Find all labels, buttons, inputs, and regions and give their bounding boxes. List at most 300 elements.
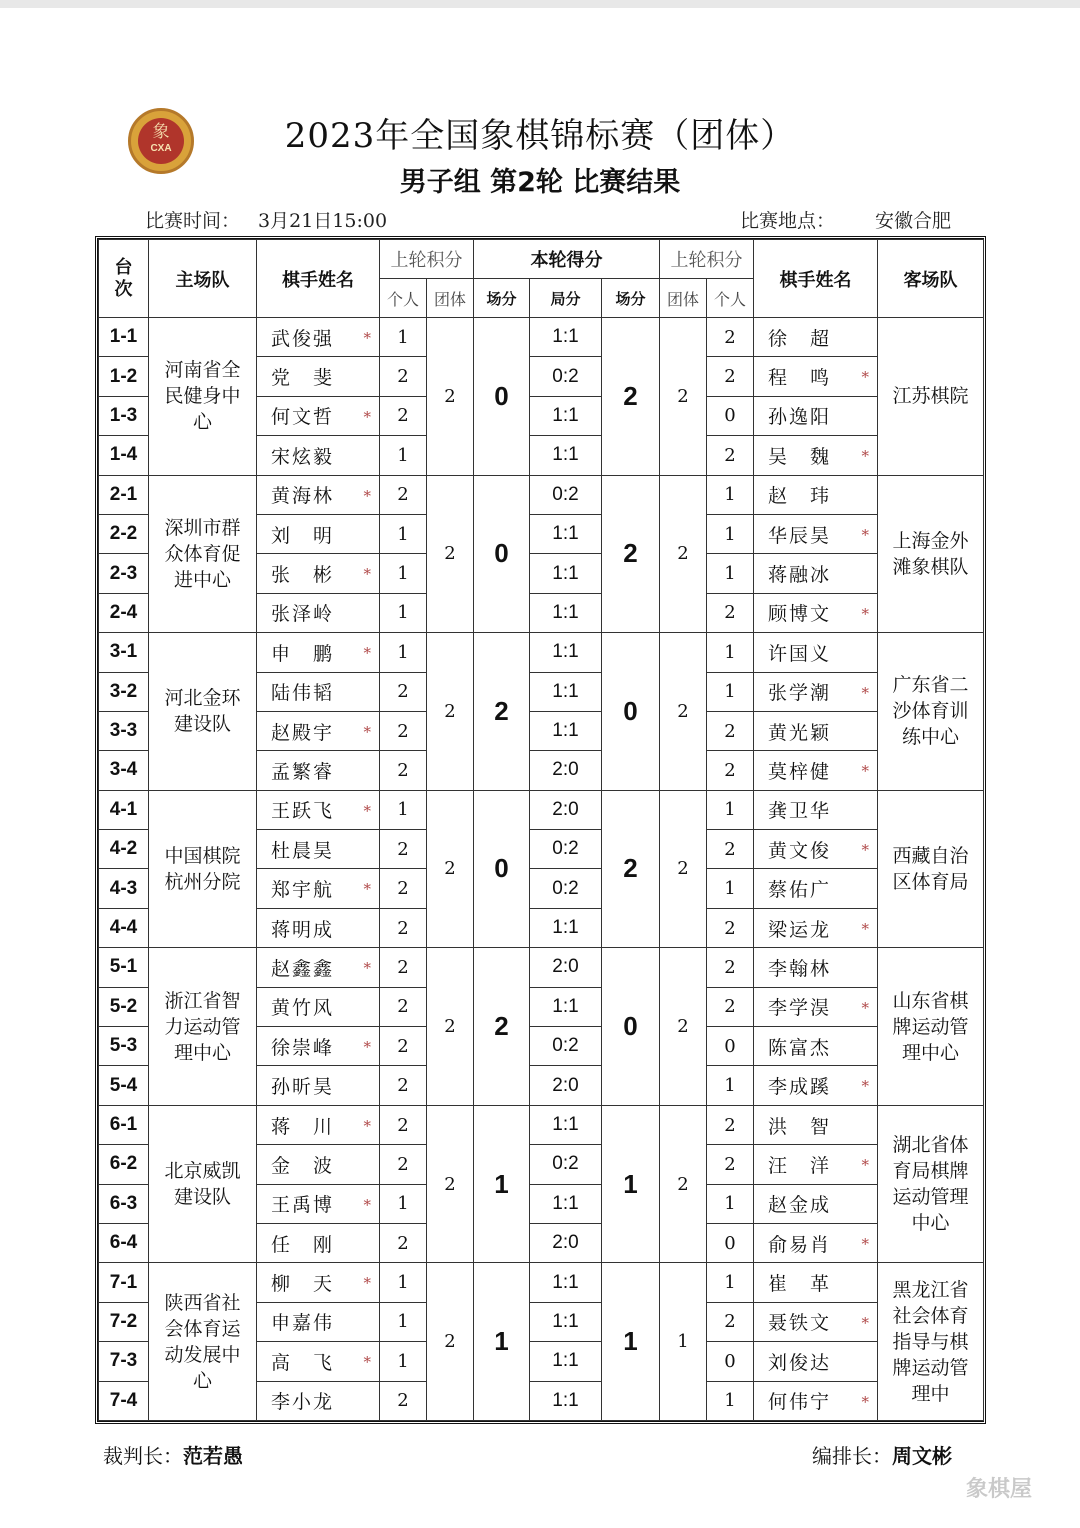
board-number: 5-3 xyxy=(99,1027,149,1066)
away-player xyxy=(754,593,878,632)
away-player xyxy=(754,948,878,987)
board-number: 2-2 xyxy=(99,514,149,553)
board-number: 4-3 xyxy=(99,869,149,908)
home-player xyxy=(257,869,380,908)
game-score: 1:1 xyxy=(530,1105,602,1144)
player-name: 张泽岭 xyxy=(271,603,335,626)
referee xyxy=(103,1440,243,1469)
home-player xyxy=(257,1145,380,1184)
board-number: 6-2 xyxy=(99,1145,149,1184)
away-individual-prev: 1 xyxy=(707,475,754,514)
board-number: 4-1 xyxy=(99,790,149,829)
first-move-star-icon: * xyxy=(861,683,870,702)
board-number: 3-1 xyxy=(99,633,149,672)
home-player xyxy=(257,672,380,711)
away-individual-prev: 2 xyxy=(707,593,754,632)
table-row xyxy=(99,318,984,357)
board-number: 7-4 xyxy=(99,1381,149,1420)
match-time xyxy=(145,206,387,233)
home-match-points: 2 xyxy=(474,633,530,791)
col-home-prev: 上轮积分 xyxy=(380,240,474,279)
first-move-star-icon: * xyxy=(363,1274,371,1293)
home-individual-prev: 2 xyxy=(380,869,427,908)
home-player xyxy=(257,1381,380,1420)
first-move-star-icon: * xyxy=(363,1038,371,1057)
first-move-star-icon: * xyxy=(363,565,371,584)
away-team-prev: 2 xyxy=(660,633,707,791)
away-individual-prev: 2 xyxy=(707,948,754,987)
game-score: 0:2 xyxy=(530,475,602,514)
home-team-prev: 2 xyxy=(427,1263,474,1421)
home-individual-prev: 1 xyxy=(380,514,427,553)
home-individual-prev: 1 xyxy=(380,1342,427,1381)
away-individual-prev: 0 xyxy=(707,1223,754,1262)
home-individual-prev: 2 xyxy=(380,1066,427,1105)
game-score: 1:1 xyxy=(530,436,602,475)
col-home-match: 场分 xyxy=(474,279,530,318)
scheduler xyxy=(812,1440,952,1469)
scheduler-label: 编排长： xyxy=(812,1444,892,1468)
game-score: 1:1 xyxy=(530,396,602,435)
table-row xyxy=(99,948,984,987)
logo-abbr: CXA xyxy=(150,143,172,154)
away-match-points: 0 xyxy=(602,948,660,1106)
first-move-star-icon: * xyxy=(363,801,371,820)
home-match-points: 1 xyxy=(474,1263,530,1421)
game-score: 1:1 xyxy=(530,514,602,553)
player-name: 洪 智 xyxy=(768,1115,832,1138)
home-individual-prev: 2 xyxy=(380,396,427,435)
results-table-frame xyxy=(95,236,986,1424)
game-score: 1:1 xyxy=(530,908,602,947)
away-player xyxy=(754,987,878,1026)
game-score: 1:1 xyxy=(530,1342,602,1381)
board-number: 5-4 xyxy=(99,1066,149,1105)
home-player xyxy=(257,711,380,750)
away-player xyxy=(754,514,878,553)
away-individual-prev: 1 xyxy=(707,869,754,908)
player-name: 张 彬 xyxy=(271,564,335,587)
game-score: 0:2 xyxy=(530,357,602,396)
first-move-star-icon: * xyxy=(363,1195,371,1214)
away-individual-prev: 1 xyxy=(707,1263,754,1302)
home-team: 深圳市群众体育促进中心 xyxy=(149,475,257,633)
away-team-prev: 2 xyxy=(660,318,707,476)
player-name: 党 斐 xyxy=(271,367,335,390)
away-player xyxy=(754,790,878,829)
home-player xyxy=(257,1342,380,1381)
player-name: 赵金成 xyxy=(768,1194,832,1217)
away-player xyxy=(754,396,878,435)
first-move-star-icon: * xyxy=(861,368,870,387)
away-individual-prev: 1 xyxy=(707,633,754,672)
game-score: 2:0 xyxy=(530,1223,602,1262)
game-score: 1:1 xyxy=(530,1381,602,1420)
player-name: 孟繁睿 xyxy=(271,760,335,783)
player-name: 顾博文 xyxy=(768,603,832,626)
away-individual-prev: 0 xyxy=(707,396,754,435)
home-player xyxy=(257,318,380,357)
player-name: 何伟宁 xyxy=(768,1391,832,1414)
home-individual-prev: 1 xyxy=(380,633,427,672)
player-name: 赵殿宇 xyxy=(271,721,335,744)
first-move-star-icon: * xyxy=(861,762,870,781)
place-label: 比赛地点： xyxy=(740,210,836,232)
col-away-prev: 上轮积分 xyxy=(660,240,754,279)
home-individual-prev: 2 xyxy=(380,830,427,869)
away-team-prev: 1 xyxy=(660,1263,707,1421)
first-move-star-icon: * xyxy=(861,919,870,938)
first-move-star-icon: * xyxy=(861,1156,870,1175)
away-individual-prev: 0 xyxy=(707,1027,754,1066)
away-player xyxy=(754,1184,878,1223)
player-name: 华辰昊 xyxy=(768,524,832,547)
player-name: 赵鑫鑫 xyxy=(271,957,335,980)
player-name: 蒋 川 xyxy=(271,1115,335,1138)
home-individual-prev: 1 xyxy=(380,790,427,829)
board-number: 7-2 xyxy=(99,1302,149,1341)
home-player xyxy=(257,475,380,514)
col-away-player: 棋手姓名 xyxy=(754,240,878,318)
time-value: 3月21日15:00 xyxy=(258,210,388,232)
home-individual-prev: 2 xyxy=(380,987,427,1026)
player-name: 张学潮 xyxy=(768,682,832,705)
player-name: 黄竹风 xyxy=(271,997,335,1020)
col-away: 客场队 xyxy=(878,240,984,318)
table-row xyxy=(99,1263,984,1302)
away-individual-prev: 2 xyxy=(707,436,754,475)
away-player xyxy=(754,1302,878,1341)
away-team-prev: 2 xyxy=(660,790,707,948)
away-match-points: 2 xyxy=(602,790,660,948)
home-team: 河南省全民健身中心 xyxy=(149,318,257,476)
away-team: 江苏棋院 xyxy=(878,318,984,476)
game-score: 1:1 xyxy=(530,1263,602,1302)
home-player xyxy=(257,1263,380,1302)
player-name: 何文哲 xyxy=(271,406,335,429)
home-match-points: 0 xyxy=(474,790,530,948)
col-away-team: 团体 xyxy=(660,279,707,318)
away-player xyxy=(754,1145,878,1184)
away-individual-prev: 0 xyxy=(707,1342,754,1381)
home-player xyxy=(257,1027,380,1066)
home-match-points: 2 xyxy=(474,948,530,1106)
player-name: 郑宇航 xyxy=(271,879,335,902)
game-score: 1:1 xyxy=(530,593,602,632)
home-match-points: 1 xyxy=(474,1105,530,1263)
away-individual-prev: 2 xyxy=(707,751,754,790)
home-individual-prev: 2 xyxy=(380,908,427,947)
home-player xyxy=(257,948,380,987)
first-move-star-icon: * xyxy=(363,880,371,899)
away-player xyxy=(754,1342,878,1381)
home-player xyxy=(257,1302,380,1341)
time-label: 比赛时间： xyxy=(145,210,241,232)
col-home-team: 团体 xyxy=(427,279,474,318)
game-score: 0:2 xyxy=(530,1027,602,1066)
home-individual-prev: 1 xyxy=(380,318,427,357)
player-name: 聂铁文 xyxy=(768,1312,832,1335)
player-name: 柳 天 xyxy=(271,1273,335,1296)
away-player xyxy=(754,1105,878,1144)
home-player xyxy=(257,593,380,632)
scheduler-name: 周文彬 xyxy=(892,1444,952,1468)
place-value: 安徽合肥 xyxy=(875,210,952,232)
player-name: 李成蹊 xyxy=(768,1076,832,1099)
home-team: 浙江省智力运动管理中心 xyxy=(149,948,257,1106)
away-player xyxy=(754,436,878,475)
away-match-points: 2 xyxy=(602,475,660,633)
player-name: 赵 玮 xyxy=(768,485,832,508)
first-move-star-icon: * xyxy=(363,1116,371,1135)
away-individual-prev: 2 xyxy=(707,830,754,869)
first-move-star-icon: * xyxy=(861,604,870,623)
away-player xyxy=(754,1381,878,1420)
player-name: 王跃飞 xyxy=(271,800,335,823)
away-player xyxy=(754,357,878,396)
table-row xyxy=(99,1105,984,1144)
home-individual-prev: 2 xyxy=(380,475,427,514)
away-individual-prev: 2 xyxy=(707,318,754,357)
player-name: 崔 革 xyxy=(768,1273,832,1296)
first-move-star-icon: * xyxy=(861,998,870,1017)
col-away-individual: 个人 xyxy=(707,279,754,318)
home-player xyxy=(257,554,380,593)
page-title: 2023年全国象棋锦标赛（团体） xyxy=(284,116,796,156)
game-score: 2:0 xyxy=(530,948,602,987)
game-score: 1:1 xyxy=(530,672,602,711)
game-score: 0:2 xyxy=(530,830,602,869)
player-name: 程 鸣 xyxy=(768,367,832,390)
away-individual-prev: 2 xyxy=(707,1145,754,1184)
player-name: 刘 明 xyxy=(271,524,335,547)
player-name: 陈富杰 xyxy=(768,1036,832,1059)
away-team: 黑龙江省社会体育指导与棋牌运动管理中 xyxy=(878,1263,984,1421)
away-individual-prev: 1 xyxy=(707,672,754,711)
player-name: 孙昕昊 xyxy=(271,1076,335,1099)
home-individual-prev: 2 xyxy=(380,711,427,750)
table-row xyxy=(99,633,984,672)
home-individual-prev: 2 xyxy=(380,1105,427,1144)
first-move-star-icon: * xyxy=(861,447,870,466)
first-move-star-icon: * xyxy=(363,407,371,426)
home-individual-prev: 2 xyxy=(380,1381,427,1420)
results-body xyxy=(99,318,984,1421)
away-player xyxy=(754,475,878,514)
board-number: 7-1 xyxy=(99,1263,149,1302)
away-individual-prev: 2 xyxy=(707,908,754,947)
home-team: 河北金环建设队 xyxy=(149,633,257,791)
board-number: 1-2 xyxy=(99,357,149,396)
first-move-star-icon: * xyxy=(363,1353,371,1372)
away-team: 山东省棋牌运动管理中心 xyxy=(878,948,984,1106)
away-player xyxy=(754,318,878,357)
page-subtitle: 男子组 第2轮 比赛结果 xyxy=(399,167,681,198)
logo-glyph: 象 xyxy=(152,122,170,142)
home-player xyxy=(257,514,380,553)
home-player xyxy=(257,830,380,869)
player-name: 俞易肖 xyxy=(768,1233,832,1256)
home-individual-prev: 2 xyxy=(380,357,427,396)
player-name: 王禹博 xyxy=(271,1194,335,1217)
away-individual-prev: 2 xyxy=(707,1105,754,1144)
game-score: 1:1 xyxy=(530,987,602,1026)
game-score: 1:1 xyxy=(530,1184,602,1223)
player-name: 杜晨昊 xyxy=(271,839,335,862)
game-score: 1:1 xyxy=(530,1302,602,1341)
col-home-individual: 个人 xyxy=(380,279,427,318)
board-number: 3-3 xyxy=(99,711,149,750)
player-name: 高 飞 xyxy=(271,1351,335,1374)
away-player xyxy=(754,1027,878,1066)
away-player xyxy=(754,711,878,750)
home-player xyxy=(257,396,380,435)
board-number: 2-3 xyxy=(99,554,149,593)
away-player xyxy=(754,869,878,908)
first-move-star-icon: * xyxy=(861,525,870,544)
player-name: 汪 洋 xyxy=(768,1154,832,1177)
away-individual-prev: 1 xyxy=(707,514,754,553)
home-team: 中国棋院杭州分院 xyxy=(149,790,257,948)
home-individual-prev: 2 xyxy=(380,1145,427,1184)
player-name: 莫梓健 xyxy=(768,760,832,783)
home-individual-prev: 2 xyxy=(380,1223,427,1262)
away-match-points: 1 xyxy=(602,1263,660,1421)
away-team-prev: 2 xyxy=(660,475,707,633)
first-move-star-icon: * xyxy=(363,644,371,663)
player-name: 龚卫华 xyxy=(768,800,832,823)
player-name: 李翰林 xyxy=(768,957,832,980)
away-individual-prev: 2 xyxy=(707,711,754,750)
first-move-star-icon: * xyxy=(861,1313,870,1332)
away-individual-prev: 1 xyxy=(707,1184,754,1223)
game-score: 0:2 xyxy=(530,1145,602,1184)
home-individual-prev: 1 xyxy=(380,1263,427,1302)
first-move-star-icon: * xyxy=(363,329,371,347)
away-match-points: 2 xyxy=(602,318,660,476)
player-name: 金 波 xyxy=(271,1154,335,1177)
home-individual-prev: 1 xyxy=(380,1302,427,1341)
away-individual-prev: 1 xyxy=(707,1066,754,1105)
player-name: 徐崇峰 xyxy=(271,1036,335,1059)
header-row-1 xyxy=(99,240,984,279)
watermark: 象棋屋 xyxy=(966,1477,1033,1502)
home-player xyxy=(257,790,380,829)
away-player xyxy=(754,1263,878,1302)
first-move-star-icon: * xyxy=(363,486,371,505)
player-name: 蒋融冰 xyxy=(768,564,832,587)
away-player xyxy=(754,633,878,672)
away-player xyxy=(754,908,878,947)
table-row xyxy=(99,475,984,514)
player-name: 宋炫毅 xyxy=(271,445,335,468)
board-number: 6-3 xyxy=(99,1184,149,1223)
board-number: 3-4 xyxy=(99,751,149,790)
player-name: 李学淏 xyxy=(768,997,832,1020)
home-team: 北京威凯建设队 xyxy=(149,1105,257,1263)
board-number: 6-1 xyxy=(99,1105,149,1144)
game-score: 0:2 xyxy=(530,869,602,908)
player-name: 申嘉伟 xyxy=(271,1312,335,1335)
board-number: 4-2 xyxy=(99,830,149,869)
away-team: 上海金外滩象棋队 xyxy=(878,475,984,633)
away-individual-prev: 1 xyxy=(707,790,754,829)
player-name: 陆伟韬 xyxy=(271,682,335,705)
player-name: 刘俊达 xyxy=(768,1351,832,1374)
home-player xyxy=(257,1066,380,1105)
home-player xyxy=(257,908,380,947)
home-team-prev: 2 xyxy=(427,948,474,1106)
away-player xyxy=(754,751,878,790)
home-player xyxy=(257,1184,380,1223)
home-match-points: 0 xyxy=(474,475,530,633)
home-individual-prev: 1 xyxy=(380,554,427,593)
first-move-star-icon: * xyxy=(861,841,870,860)
player-name: 黄文俊 xyxy=(768,839,832,862)
home-player xyxy=(257,987,380,1026)
home-individual-prev: 1 xyxy=(380,436,427,475)
player-name: 李小龙 xyxy=(271,1391,335,1414)
player-name: 孙逸阳 xyxy=(768,406,832,429)
home-individual-prev: 2 xyxy=(380,751,427,790)
first-move-star-icon: * xyxy=(861,1392,870,1411)
board-number: 6-4 xyxy=(99,1223,149,1262)
player-name: 吴 魏 xyxy=(768,445,832,468)
referee-name: 范若愚 xyxy=(183,1444,243,1468)
player-name: 许国义 xyxy=(768,642,832,665)
col-home: 主场队 xyxy=(149,240,257,318)
player-name: 黄光颖 xyxy=(768,721,832,744)
col-game: 局分 xyxy=(530,279,602,318)
away-player xyxy=(754,1223,878,1262)
player-name: 黄海林 xyxy=(271,485,335,508)
home-player xyxy=(257,357,380,396)
home-individual-prev: 1 xyxy=(380,1184,427,1223)
home-player xyxy=(257,1223,380,1262)
match-place xyxy=(740,206,951,233)
home-individual-prev: 1 xyxy=(380,593,427,632)
home-team-prev: 2 xyxy=(427,1105,474,1263)
game-score: 2:0 xyxy=(530,790,602,829)
home-match-points: 0 xyxy=(474,318,530,476)
board-number: 1-4 xyxy=(99,436,149,475)
away-team-prev: 2 xyxy=(660,948,707,1106)
col-round-score: 本轮得分 xyxy=(474,240,660,279)
board-number: 4-4 xyxy=(99,908,149,947)
away-individual-prev: 1 xyxy=(707,1381,754,1420)
home-individual-prev: 2 xyxy=(380,672,427,711)
home-player xyxy=(257,751,380,790)
away-player xyxy=(754,1066,878,1105)
away-team: 西藏自治区体育局 xyxy=(878,790,984,948)
col-home-player: 棋手姓名 xyxy=(257,240,380,318)
away-individual-prev: 2 xyxy=(707,987,754,1026)
home-team-prev: 2 xyxy=(427,318,474,476)
board-number: 1-1 xyxy=(99,318,149,357)
away-team-prev: 2 xyxy=(660,1105,707,1263)
referee-label: 裁判长： xyxy=(103,1444,183,1468)
player-name: 蒋明成 xyxy=(271,918,335,941)
home-player xyxy=(257,436,380,475)
results-table xyxy=(98,239,984,1421)
away-team: 湖北省体育局棋牌运动管理中心 xyxy=(878,1105,984,1263)
player-name: 梁运龙 xyxy=(768,918,832,941)
home-individual-prev: 2 xyxy=(380,1027,427,1066)
table-row xyxy=(99,790,984,829)
first-move-star-icon: * xyxy=(363,722,371,741)
home-team: 陕西省社会体育运动发展中心 xyxy=(149,1263,257,1421)
col-away-match: 场分 xyxy=(602,279,660,318)
